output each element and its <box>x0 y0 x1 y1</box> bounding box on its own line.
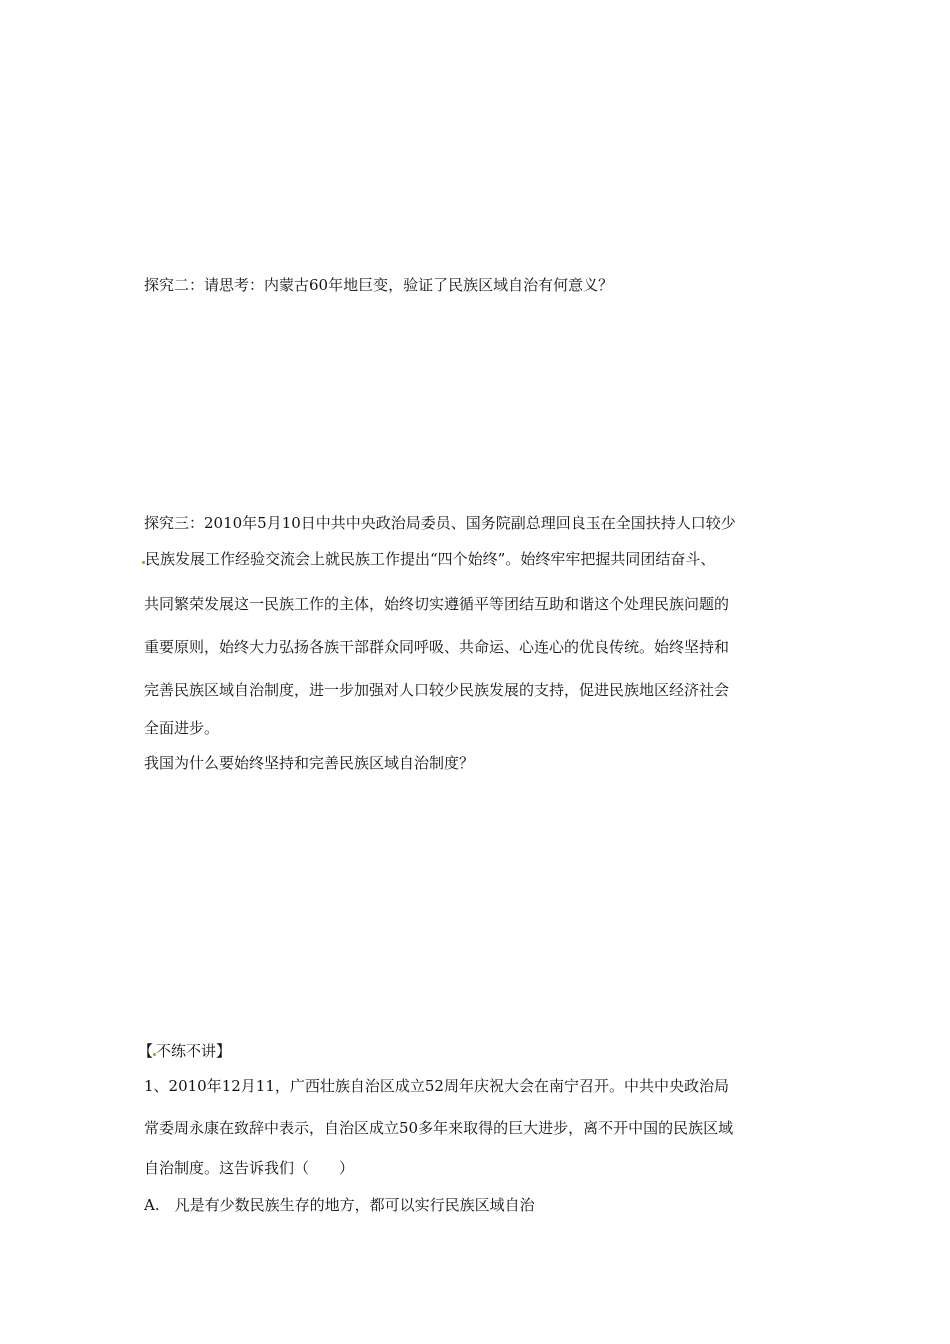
question-1-line-3: 自治制度。这告诉我们（ ） <box>144 1159 355 1177</box>
inquiry-3-line-6: 全面进步。 <box>144 719 220 737</box>
inquiry-3-line-5: 完善民族区域自治制度，进一步加强对人口较少民族发展的支持，促进民族地区经济社会 <box>144 681 730 699</box>
inquiry-3-line-2-text: 民族发展工作经验交流会上就民族工作提出“四个始终”。始终牢牢把握共同团结奋斗、 <box>145 550 716 568</box>
question-1-line-1: 1、2010年12月11，广西壮族自治区成立52周年庆祝大会在南宁召开。中共中央政治局 <box>144 1077 729 1095</box>
practice-heading <box>138 1041 231 1061</box>
option-a <box>144 1195 824 1215</box>
inquiry-3-line-3: 共同繁荣发展这一民族工作的主体，始终切实遵循平等团结互助和谐这个处理民族问题的 <box>144 595 730 613</box>
inquiry-3-line-1: 探究三：2010年5月10日中共中央政治局委员、国务院副总理回良玉在全国扶持人口较少 <box>144 514 736 532</box>
inquiry-2-text: 探究二：请思考：内蒙古60年地巨变，验证了民族区域自治有何意义？ <box>144 276 614 294</box>
inquiry-3-question: 我国为什么要始终坚持和完善民族区域自治制度？ <box>144 754 475 772</box>
option-a-text: . 凡是有少数民族生存的地方，都可以实行民族区域自治 <box>154 1196 535 1214</box>
option-a-label: A <box>144 1196 155 1214</box>
question-1-line-2: 常委周永康在致辞中表示，自治区成立50多年来取得的巨大进步，离不开中国的民族区域 <box>144 1119 734 1137</box>
inquiry-3-line-4: 重要原则，始终大力弘扬各族干部群众同呼吸、共命运、心连心的优良传统。始终坚持和 <box>144 638 730 656</box>
practice-heading-bracket: 【 <box>138 1042 154 1060</box>
inquiry-3-line-2 <box>142 549 822 569</box>
practice-heading-text: 不练不讲】 <box>156 1042 232 1060</box>
